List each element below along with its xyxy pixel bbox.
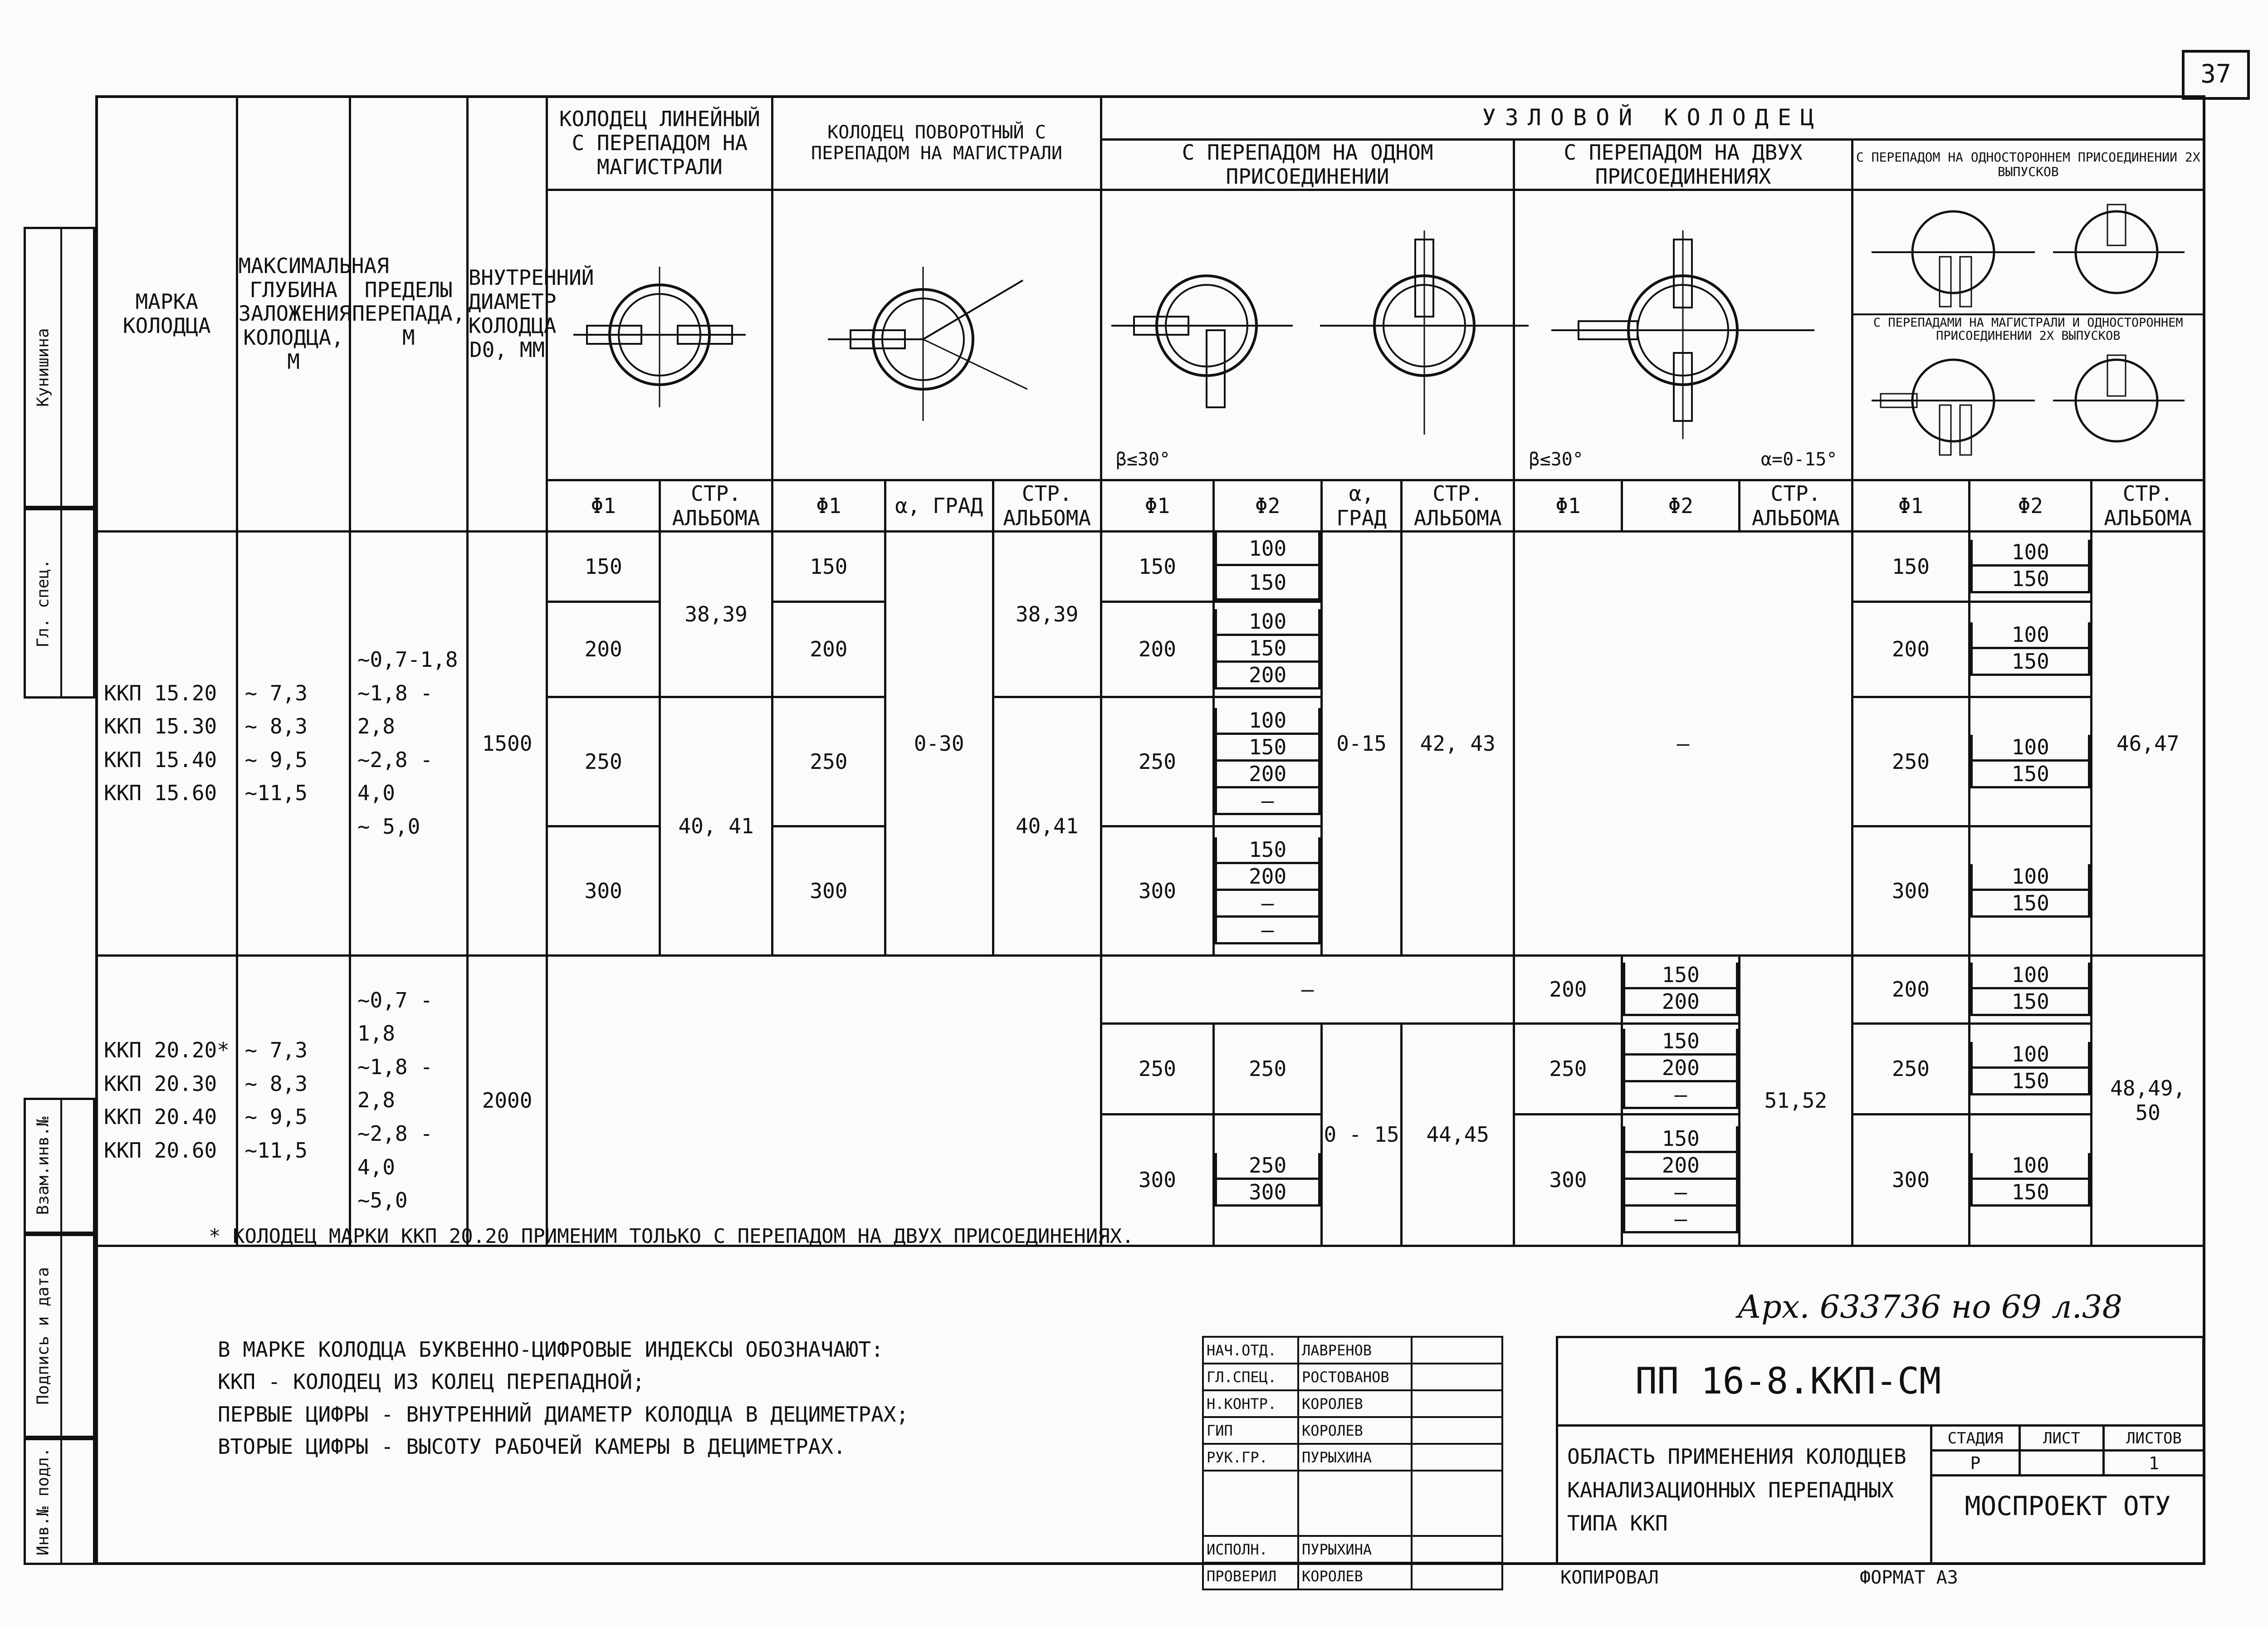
s1-drop-4: ~ 5,0 xyxy=(357,814,420,839)
s1-drops xyxy=(350,531,467,955)
group-nodal-header: УЗЛОВОЙ КОЛОДЕЦ xyxy=(1101,97,2204,140)
s2-os-pages: 48,49, 50 xyxy=(2092,955,2204,1246)
signature-table xyxy=(1202,1336,1503,1590)
s2-two-phi2-group-2 xyxy=(1622,1023,1740,1114)
s1-lin-phi1-2: 200 xyxy=(547,601,660,697)
strip-label-5: Инв.№ подл. xyxy=(34,1447,53,1556)
s1-lin-pages-b: 40, 41 xyxy=(660,697,772,955)
os-phi1-header: Φ1 xyxy=(1852,480,1970,531)
stamp-role: ПРОВЕРИЛ xyxy=(1203,1563,1298,1589)
one-alpha-header: α, ГРАД xyxy=(1322,480,1402,531)
s2-os-phi2-group-3 xyxy=(1970,1114,2092,1246)
strip-label-4: Подпись и дата xyxy=(34,1267,53,1405)
s2-drop-4: ~5,0 xyxy=(357,1188,408,1213)
s2-os-phi2-cell: 100 xyxy=(1972,963,2089,988)
s1-one-phi2-group-3 xyxy=(1214,697,1322,826)
drawing-title: ОБЛАСТЬ ПРИМЕНЕНИЯ КОЛОДЦЕВ КАНАЛИЗАЦИОННЫХ ПЕРЕПАДНЫХ ТИПА ККП xyxy=(1556,1424,1932,1565)
s1-one-pages: 42, 43 xyxy=(1402,531,1514,955)
s2-drop-3: ~2,8 - 4,0 xyxy=(357,1121,433,1179)
stamp-name: ПУРЫХИНА xyxy=(1298,1444,1412,1471)
s1-one-phi1-1: 150 xyxy=(1101,531,1213,601)
s2-two-phi1-2: 250 xyxy=(1514,1023,1622,1114)
s1-one-phi2-cell: 100 xyxy=(1216,609,1320,635)
s1-one-phi2-cell: 150 xyxy=(1216,635,1320,661)
s1-drop-1: ~0,7-1,8 xyxy=(357,647,458,672)
s2-one-phi1-2: 300 xyxy=(1101,1114,1213,1246)
stage-value: Р xyxy=(1930,1449,2021,1476)
s2-two-phi2-cell: 200 xyxy=(1624,1054,1737,1081)
s2-os-phi2-cell: 150 xyxy=(1972,988,2089,1015)
one-pages-header: СТР. АЛЬБОМА xyxy=(1402,480,1514,531)
footnote: * КОЛОДЕЦ МАРКИ ККП 20.20 ПРИМЕНИМ ТОЛЬКО С ПЕРЕПАДОМ НА ДВУХ ПРИСОЕДИНЕНИЯХ. xyxy=(209,1225,1134,1248)
s1-one-phi1-4: 300 xyxy=(1101,826,1213,955)
s1-mark-1: ККП 15.20 xyxy=(104,680,217,705)
s1-two-dash: — xyxy=(1514,531,1852,955)
col-mark-header: МАРКА КОЛОДЦА xyxy=(97,97,237,532)
s1-depth-3: ~ 9,5 xyxy=(244,747,308,772)
s2-two-phi2-group-1 xyxy=(1622,955,1740,1023)
s2-two-phi2-cell: — xyxy=(1624,1081,1737,1108)
s2-depth-1: ~ 7,3 xyxy=(244,1038,308,1063)
s2-drop-1: ~0,7 - 1,8 xyxy=(357,988,433,1046)
s2-os-phi1-1: 200 xyxy=(1852,955,1970,1023)
archive-note: Арх. 633736 но 69 л.38 xyxy=(1737,1288,2122,1325)
s2-two-phi1-3: 300 xyxy=(1514,1114,1622,1246)
s1-os-pages: 46,47 xyxy=(2092,531,2204,955)
s1-os-phi2-group-3 xyxy=(1970,697,2092,826)
s2-two-phi2-cell: 200 xyxy=(1624,1152,1737,1179)
stamp-name: РОСТОВАНОВ xyxy=(1298,1364,1412,1390)
s2-two-phi2-cell: 150 xyxy=(1624,1126,1737,1152)
s1-os-phi2-cell: 100 xyxy=(1972,540,2089,566)
beta-label-two: β≤30° xyxy=(1529,449,1584,470)
s1-turn-phi1-3: 250 xyxy=(772,697,885,826)
s2-one-phi2-1: 250 xyxy=(1214,1023,1322,1114)
application-table xyxy=(95,95,2205,1247)
group-linear-header: КОЛОДЕЦ ЛИНЕЙНЫЙ С ПЕРЕПАДОМ НА МАГИСТРАЛИ xyxy=(547,97,772,190)
sheets-value: 1 xyxy=(2102,1449,2205,1476)
left-strip-b2 xyxy=(24,1234,95,1438)
s1-one-phi2-cell: 100 xyxy=(1216,533,1320,565)
s2-two-phi1-1: 200 xyxy=(1514,955,1622,1023)
s2-empty-linear-turning xyxy=(547,955,1101,1246)
s1-lin-phi1-1: 150 xyxy=(547,531,660,601)
s2-one-phi2-group-2 xyxy=(1214,1114,1322,1246)
s2-mark-3: ККП 20.40 xyxy=(104,1105,217,1129)
stamp-name: КОРОЛЕВ xyxy=(1298,1417,1412,1444)
s1-os-phi2-cell: 150 xyxy=(1972,565,2089,592)
s1-os-phi2-cell: 100 xyxy=(1972,622,2089,648)
s2-mark-1: ККП 20.20* xyxy=(104,1038,230,1063)
s1-mark-3: ККП 15.40 xyxy=(104,747,217,772)
s2-os-phi2-cell: 150 xyxy=(1972,1179,2089,1206)
s2-marks xyxy=(97,955,237,1246)
two-phi2-header: Φ2 xyxy=(1622,480,1740,531)
stamp-role: ГИП xyxy=(1203,1417,1298,1444)
s2-drop-2: ~1,8 - 2,8 xyxy=(357,1054,433,1113)
s1-marks xyxy=(97,531,237,955)
signature xyxy=(1412,1444,1502,1471)
s1-turn-phi1-4: 300 xyxy=(772,826,885,955)
s2-depth-3: ~ 9,5 xyxy=(244,1105,308,1129)
s1-depth-2: ~ 8,3 xyxy=(244,714,308,739)
legend xyxy=(218,1334,909,1463)
s2-depth-2: ~ 8,3 xyxy=(244,1071,308,1096)
legend-line-2: ККП - КОЛОДЕЦ ИЗ КОЛЕЦ ПЕРЕПАДНОЙ; xyxy=(218,1369,645,1394)
diagram-two-connections xyxy=(1514,190,1852,480)
signature xyxy=(1412,1390,1502,1417)
diagram-one-connection xyxy=(1101,190,1514,480)
s1-mark-2: ККП 15.30 xyxy=(104,714,217,739)
s1-one-phi2-group-2 xyxy=(1214,601,1322,697)
stamp-name: ПУРЫХИНА xyxy=(1298,1536,1412,1563)
sheet-label: ЛИСТ xyxy=(2019,1424,2105,1452)
s1-os-phi1-4: 300 xyxy=(1852,826,1970,955)
s2-two-phi2-cell: 200 xyxy=(1624,988,1737,1015)
lin-pages-header: СТР. АЛЬБОМА xyxy=(660,480,772,531)
s1-diameter: 1500 xyxy=(467,531,547,955)
stamp-name: КОРОЛЕВ xyxy=(1298,1563,1412,1589)
s1-one-phi2-cell: 150 xyxy=(1216,733,1320,760)
s2-two-phi2-cell: 150 xyxy=(1624,963,1737,988)
turn-phi1-header: Φ1 xyxy=(772,480,885,531)
s1-drop-2: ~1,8 - 2,8 xyxy=(357,680,433,739)
signature xyxy=(1412,1563,1502,1589)
left-strip-b1 xyxy=(24,1098,95,1234)
s2-two-phi2-cell: — xyxy=(1624,1179,1737,1206)
s1-one-phi2-cell: — xyxy=(1216,916,1320,943)
s1-os-phi2-cell: 100 xyxy=(1972,864,2089,890)
two-phi1-header: Φ1 xyxy=(1514,480,1622,531)
alpha-label-two: α=0-15° xyxy=(1760,449,1838,470)
s1-one-phi2-group-1 xyxy=(1214,531,1322,601)
s2-os-phi2-cell: 100 xyxy=(1972,1042,2089,1068)
s1-depths xyxy=(237,531,350,955)
left-strip-b3 xyxy=(24,1438,95,1565)
s2-one-pages: 44,45 xyxy=(1402,1023,1514,1246)
stamp-role: Н.КОНТР. xyxy=(1203,1390,1298,1417)
os-phi2-header: Φ2 xyxy=(1970,480,2092,531)
s1-turn-phi1-1: 150 xyxy=(772,531,885,601)
s1-lin-phi1-4: 300 xyxy=(547,826,660,955)
signature xyxy=(1412,1417,1502,1444)
stamp-role: РУК.ГР. xyxy=(1203,1444,1298,1471)
s2-os-phi1-3: 300 xyxy=(1852,1114,1970,1246)
s2-os-phi2-group-1 xyxy=(1970,955,2092,1023)
s1-drop-3: ~2,8 - 4,0 xyxy=(357,747,433,806)
sheet-number: 37 xyxy=(2182,50,2250,100)
s1-one-phi2-cell: 100 xyxy=(1216,708,1320,734)
s2-depths xyxy=(237,955,350,1246)
s2-drops xyxy=(350,955,467,1246)
s2-two-phi2-group-3 xyxy=(1622,1114,1740,1246)
s1-lin-pages-a: 38,39 xyxy=(660,531,772,697)
one-phi2-header: Φ2 xyxy=(1214,480,1322,531)
s1-os-phi1-3: 250 xyxy=(1852,697,1970,826)
s2-two-pages: 51,52 xyxy=(1740,955,1852,1246)
s1-turn-alpha: 0-30 xyxy=(885,531,993,955)
s1-os-phi1-2: 200 xyxy=(1852,601,1970,697)
s1-os-phi2-group-1 xyxy=(1970,531,2092,601)
s1-lin-phi1-3: 250 xyxy=(547,697,660,826)
sheet-value xyxy=(2019,1449,2105,1476)
signature xyxy=(1412,1536,1502,1563)
stamp-role: НАЧ.ОТД. xyxy=(1203,1337,1298,1364)
s1-one-phi2-cell: 150 xyxy=(1216,565,1320,599)
group-turning-header: КОЛОДЕЦ ПОВОРОТНЫЙ С ПЕРЕПАДОМ НА МАГИСТРАЛИ xyxy=(772,97,1101,190)
s1-one-phi2-cell: 200 xyxy=(1216,863,1320,890)
s1-one-phi1-3: 250 xyxy=(1101,697,1213,826)
col-drop-header: ПРЕДЕЛЫ ПЕРЕПАДА, М xyxy=(350,97,467,532)
s2-mark-4: ККП 20.60 xyxy=(104,1138,217,1163)
legend-line-3: ПЕРВЫЕ ЦИФРЫ - ВНУТРЕННИЙ ДИАМЕТР КОЛОДЦА В ДЕЦИМЕТРАХ; xyxy=(218,1402,909,1427)
beta-label-one: β≤30° xyxy=(1115,449,1171,470)
s1-os-phi2-cell: 150 xyxy=(1972,648,2089,675)
s2-mark-2: ККП 20.30 xyxy=(104,1071,217,1096)
one-phi1-header: Φ1 xyxy=(1101,480,1213,531)
s2-one-alpha: 0 - 15 xyxy=(1322,1023,1402,1246)
drawing-code: ПП 16-8.ККП-СМ xyxy=(1556,1336,2204,1427)
s1-one-phi2-cell: 150 xyxy=(1216,837,1320,863)
s1-one-phi2-group-4 xyxy=(1214,826,1322,955)
s1-one-phi2-cell: 200 xyxy=(1216,760,1320,787)
s2-one-dash: — xyxy=(1101,955,1514,1023)
organization: МОСПРОЕКТ ОТУ xyxy=(1930,1474,2205,1565)
strip-label-2: Гл. спец. xyxy=(34,559,53,648)
sub-one-sided-2-header: С ПЕРЕПАДАМИ НА МАГИСТРАЛИ И ОДНОСТОРОННЕМ ПРИСОЕДИНЕНИИ 2Х ВЫПУСКОВ xyxy=(1853,313,2203,344)
col-diam-header: ВНУТРЕННИЙ ДИАМЕТР КОЛОДЦА D0, ММ xyxy=(467,97,547,532)
s2-one-phi2-cell: 300 xyxy=(1216,1179,1320,1206)
s2-one-phi2-cell: 250 xyxy=(1216,1153,1320,1179)
s2-two-phi2-cell: — xyxy=(1624,1206,1737,1232)
sub-two-header: С ПЕРЕПАДОМ НА ДВУХ ПРИСОЕДИНЕНИЯХ xyxy=(1514,140,1852,190)
s1-os-phi2-cell: 150 xyxy=(1972,760,2089,787)
s1-mark-4: ККП 15.60 xyxy=(104,781,217,806)
s2-depth-4: ~11,5 xyxy=(244,1138,308,1163)
s1-turn-pages-b: 40,41 xyxy=(993,697,1101,955)
s2-two-phi2-cell: 150 xyxy=(1624,1029,1737,1055)
stamp-role: ИСПОЛН. xyxy=(1203,1536,1298,1563)
sheets-label: ЛИСТОВ xyxy=(2102,1424,2205,1452)
stamp-role: ГЛ.СПЕЦ. xyxy=(1203,1364,1298,1390)
strip-label-1: Кунишина xyxy=(34,328,53,407)
s1-turn-pages-a: 38,39 xyxy=(993,531,1101,697)
s1-one-phi2-cell: — xyxy=(1216,890,1320,916)
s2-diameter: 2000 xyxy=(467,955,547,1246)
stamp-name: ЛАВРЕНОВ xyxy=(1298,1337,1412,1364)
turn-alpha-header: α, ГРАД xyxy=(885,480,993,531)
s2-os-phi2-cell: 100 xyxy=(1972,1153,2089,1179)
col-depth-header: МАКСИМАЛЬНАЯ ГЛУБИНА ЗАЛОЖЕНИЯ КОЛОДЦА, М xyxy=(237,97,350,532)
s2-one-phi1-1: 250 xyxy=(1101,1023,1213,1114)
s1-one-phi2-cell: — xyxy=(1216,787,1320,814)
two-pages-header: СТР. АЛЬБОМА xyxy=(1740,480,1852,531)
stage-label: СТАДИЯ xyxy=(1930,1424,2021,1452)
s1-os-phi2-cell: 100 xyxy=(1972,735,2089,761)
s1-one-alpha: 0-15 xyxy=(1322,531,1402,955)
diagram-one-sided xyxy=(1852,190,2204,480)
s1-os-phi1-1: 150 xyxy=(1852,531,1970,601)
left-strip-mid xyxy=(24,508,95,699)
s1-os-phi2-group-2 xyxy=(1970,601,2092,697)
s1-depth-4: ~11,5 xyxy=(244,781,308,806)
s1-one-phi2-cell: 200 xyxy=(1216,661,1320,688)
stamp-name: КОРОЛЕВ xyxy=(1298,1390,1412,1417)
s1-turn-phi1-2: 200 xyxy=(772,601,885,697)
s1-os-phi2-cell: 150 xyxy=(1972,890,2089,916)
legend-line-4: ВТОРЫЕ ЦИФРЫ - ВЫСОТУ РАБОЧЕЙ КАМЕРЫ В ДЕЦИМЕТРАХ. xyxy=(218,1434,846,1459)
os-pages-header: СТР. АЛЬБОМА xyxy=(2092,480,2204,531)
copied-label: КОПИРОВАЛ xyxy=(1560,1567,1659,1588)
legend-line-1: В МАРКЕ КОЛОДЦА БУКВЕННО-ЦИФРОВЫЕ ИНДЕКСЫ ОБОЗНАЧАЮТ: xyxy=(218,1337,884,1362)
lin-phi1-header: Φ1 xyxy=(547,480,660,531)
diagram-linear xyxy=(547,190,772,480)
s2-os-phi2-group-2 xyxy=(1970,1023,2092,1114)
s1-depth-1: ~ 7,3 xyxy=(244,680,308,705)
format-label: ФОРМАТ А3 xyxy=(1860,1567,1958,1588)
signature xyxy=(1412,1364,1502,1390)
s1-one-phi1-2: 200 xyxy=(1101,601,1213,697)
s1-os-phi2-group-4 xyxy=(1970,826,2092,955)
sub-one-header: С ПЕРЕПАДОМ НА ОДНОМ ПРИСОЕДИНЕНИИ xyxy=(1101,140,1514,190)
left-strip-top xyxy=(24,227,95,508)
turn-pages-header: СТР. АЛЬБОМА xyxy=(993,480,1101,531)
s2-os-phi1-2: 250 xyxy=(1852,1023,1970,1114)
signature xyxy=(1412,1337,1502,1364)
diagram-turning xyxy=(772,190,1101,480)
s2-os-phi2-cell: 150 xyxy=(1972,1068,2089,1095)
strip-label-3: Взам.инв.№ xyxy=(34,1116,53,1215)
sub-one-sided-header: С ПЕРЕПАДОМ НА ОДНОСТОРОННЕМ ПРИСОЕДИНЕНИИ 2Х ВЫПУСКОВ xyxy=(1852,140,2204,190)
